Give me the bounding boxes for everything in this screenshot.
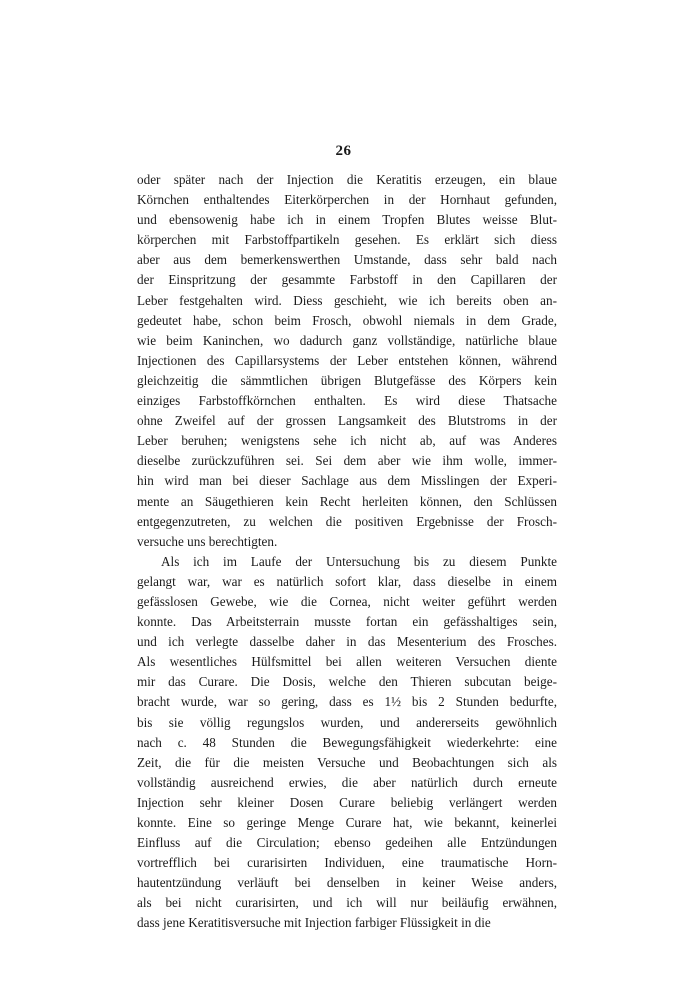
text-line: gefässlosen Gewebe, wie die Cornea, nicht weiter geführt werden bbox=[137, 593, 557, 609]
text-line: dieselbe zurückzuführen sei. Sei dem aber wie ihm wolle, immer- bbox=[137, 453, 557, 469]
text-line: mir das Curare. Die Dosis, welche den Thieren subcutan beige- bbox=[137, 674, 557, 690]
page-number: 26 bbox=[335, 143, 352, 159]
text-line: und ich verlegte dasselbe daher in das Mesenterium des Frosches. bbox=[137, 634, 557, 650]
text-line: mente an Säugethieren kein Recht herleiten können, den Schlüssen bbox=[137, 493, 557, 509]
text-line: Zeit, die für die meisten Versuche und Beobachtungen sich als bbox=[137, 754, 557, 770]
text-line: Leber festgehalten wird. Diess geschieht, wie ich bereits oben an- bbox=[137, 292, 557, 308]
text-line: konnte. Das Arbeitsterrain musste fortan ein gefässhaltiges sein, bbox=[137, 614, 557, 630]
text-line: oder später nach der Injection die Keratitis erzeugen, ein blaue bbox=[137, 172, 557, 187]
text-line: bis sie völlig regungslos wurden, und andererseits gewöhnlich bbox=[137, 714, 557, 730]
text-line: und ebensowenig habe ich in einem Tropfen Blutes weisse Blut- bbox=[137, 212, 557, 228]
text-line: Als ich im Laufe der Untersuchung bis zu diesem Punkte bbox=[161, 553, 557, 569]
text-line: gleichzeitig die sämmtlichen übrigen Blutgefässe des Körpers kein bbox=[137, 372, 557, 388]
text-line: vollständig ausreichend erwies, die aber natürlich durch erneute bbox=[137, 774, 557, 790]
text-line: Injection sehr kleiner Dosen Curare beliebig verlängert werden bbox=[137, 794, 557, 810]
text-line: gedeutet habe, schon beim Frosch, obwohl niemals in dem Grade, bbox=[137, 312, 557, 328]
text-line: bracht wurde, war so gering, dass es 1½ bis 2 Stunden bedurfte, bbox=[137, 694, 557, 710]
text-line: der Einspritzung der gesammte Farbstoff in den Capillaren der bbox=[137, 272, 557, 288]
text-line: konnte. Eine so geringe Menge Curare hat, wie bekannt, keinerlei bbox=[137, 815, 557, 830]
text-line: aber aus dem bemerkenswerthen Umstande, dass sehr bald nach bbox=[137, 252, 557, 268]
text-line: Injectionen des Capillarsystems der Leber entstehen können, während bbox=[137, 352, 557, 368]
text-line: wie beim Kaninchen, wo dadurch ganz vollständige, natürliche blaue bbox=[137, 332, 557, 348]
text-line: nach c. 48 Stunden die Bewegungsfähigkeit wiederkehrte: eine bbox=[137, 734, 557, 750]
text-line: hautentzündung verläuft bei denselben in keiner Weise anders, bbox=[137, 875, 557, 891]
text-line: Einfluss auf die Circulation; ebenso gedeihen alle Entzündungen bbox=[137, 835, 557, 851]
text-line: ohne Zweifel auf der grossen Langsamkeit des Blutstroms in der bbox=[137, 413, 557, 429]
body-text bbox=[137, 170, 557, 934]
text-line: dass jene Keratitisversuche mit Injection farbiger Flüssigkeit in die bbox=[137, 915, 491, 931]
text-line: vortrefflich bei curarisirten Individuen, eine traumatische Horn- bbox=[137, 855, 557, 871]
text-line: Als wesentliches Hülfsmittel bei allen weiteren Versuchen diente bbox=[137, 654, 557, 670]
text-line: als bei nicht curarisirten, und ich will nur beiläufig erwähnen, bbox=[137, 895, 557, 911]
text-line: versuche uns berechtigten. bbox=[137, 533, 278, 549]
text-line: hin wird man bei dieser Sachlage aus dem Misslingen der Experi- bbox=[137, 473, 557, 489]
text-line: gelangt war, war es natürlich sofort klar, dass dieselbe in einem bbox=[137, 573, 557, 589]
text-line: Leber beruhen; wenigstens sehe ich nicht ab, auf was Anderes bbox=[137, 433, 557, 449]
text-line: körperchen mit Farbstoffpartikeln gesehen. Es erklärt sich diess bbox=[137, 232, 557, 248]
text-line: Körnchen enthaltendes Eiterkörperchen in der Hornhaut gefunden, bbox=[137, 192, 557, 208]
text-line: entgegenzutreten, zu welchen die positiven Ergebnisse der Frosch- bbox=[137, 513, 557, 529]
text-line: einziges Farbstoffkörnchen enthalten. Es wird diese Thatsache bbox=[137, 393, 557, 409]
